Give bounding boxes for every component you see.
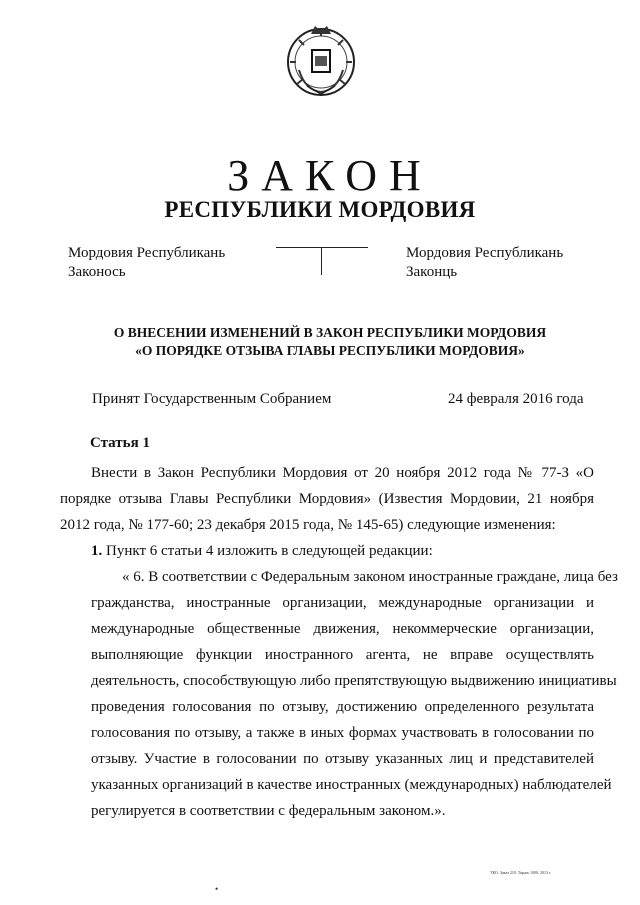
document-title: ЗАКОН [227,151,433,200]
left-language-line2: Законось [68,264,126,280]
page-speck: • [215,884,219,894]
print-note: ТКО. Заказ 210. Тираж 1000. 2013 г. [490,870,552,875]
quote-line: деятельность, способствующую либо препятствующую выдвижению инициативы [91,673,617,689]
law-title-line2: «О ПОРЯДКЕ ОТЗЫВА ГЛАВЫ РЕСПУБЛИКИ МОРДОВИЯ» [135,343,525,358]
adopted-by: Принят Государственным Собранием [92,391,332,407]
center-divider-line [276,247,368,248]
quote-line: гражданства, иностранные организации, международные организации и [91,595,594,611]
center-divider-tick [321,248,322,275]
quote-line: голосования по отзыву, а также в иных формах участвовать в голосовании по [91,725,594,741]
emblem-laurel [299,70,343,92]
left-language-block [68,244,225,282]
law-title-line1: О ВНЕСЕНИИ ИЗМЕНЕНИЙ В ЗАКОН РЕСПУБЛИКИ МОРДОВИЯ [113,325,547,340]
quote-line: регулируется в соответствии с федеральным законом.». [91,803,446,819]
quoted-paragraph [60,564,618,824]
right-language-line1: Мордовия Республикань [406,245,564,261]
adopted-date: 24 февраля 2016 года [448,391,584,407]
right-language-block [406,244,563,282]
item-number: 1. [91,543,103,559]
quote-line: указанных организаций в качестве иностранных (международных) наблюдателей [91,777,612,793]
item-text: Пункт 6 статьи 4 изложить в следующей редакции: [106,543,433,559]
article-item [60,538,594,564]
right-language-line2: Законць [406,264,458,280]
quote-line: отзыву. Участие в голосовании по отзыву указанных лиц и представителей [91,751,594,767]
quote-line: « 6. В соответствии с Федеральным законом иностранные граждане, лица без [122,569,618,585]
left-language-line1: Мордовия Республикань [68,245,226,261]
quote-line: проведения голосования по отзыву, достижению определенного результата [91,699,594,715]
article-intro: Внести в Закон Республики Мордовия от 20 ноября 2012 года № 77-З «О порядке отзыва Главы Республики Мордовия» (Известия Мордовии, 21 ноября 2012 года, № 177-60; 23 декабря 2015 года, № 145-65) следующие изменения: [60,465,594,533]
quote-line: международные общественные движения, некоммерческие организации, [91,621,594,637]
quote-line: выполняющие функции иностранного агента, не вправе осуществлять [91,647,594,663]
coat-of-arms-emblem [285,20,357,100]
article-heading: Статья 1 [90,435,150,451]
emblem-shield-fill [315,56,327,66]
law-title [0,324,640,360]
document-subtitle: РЕСПУБЛИКИ МОРДОВИЯ [164,197,476,222]
